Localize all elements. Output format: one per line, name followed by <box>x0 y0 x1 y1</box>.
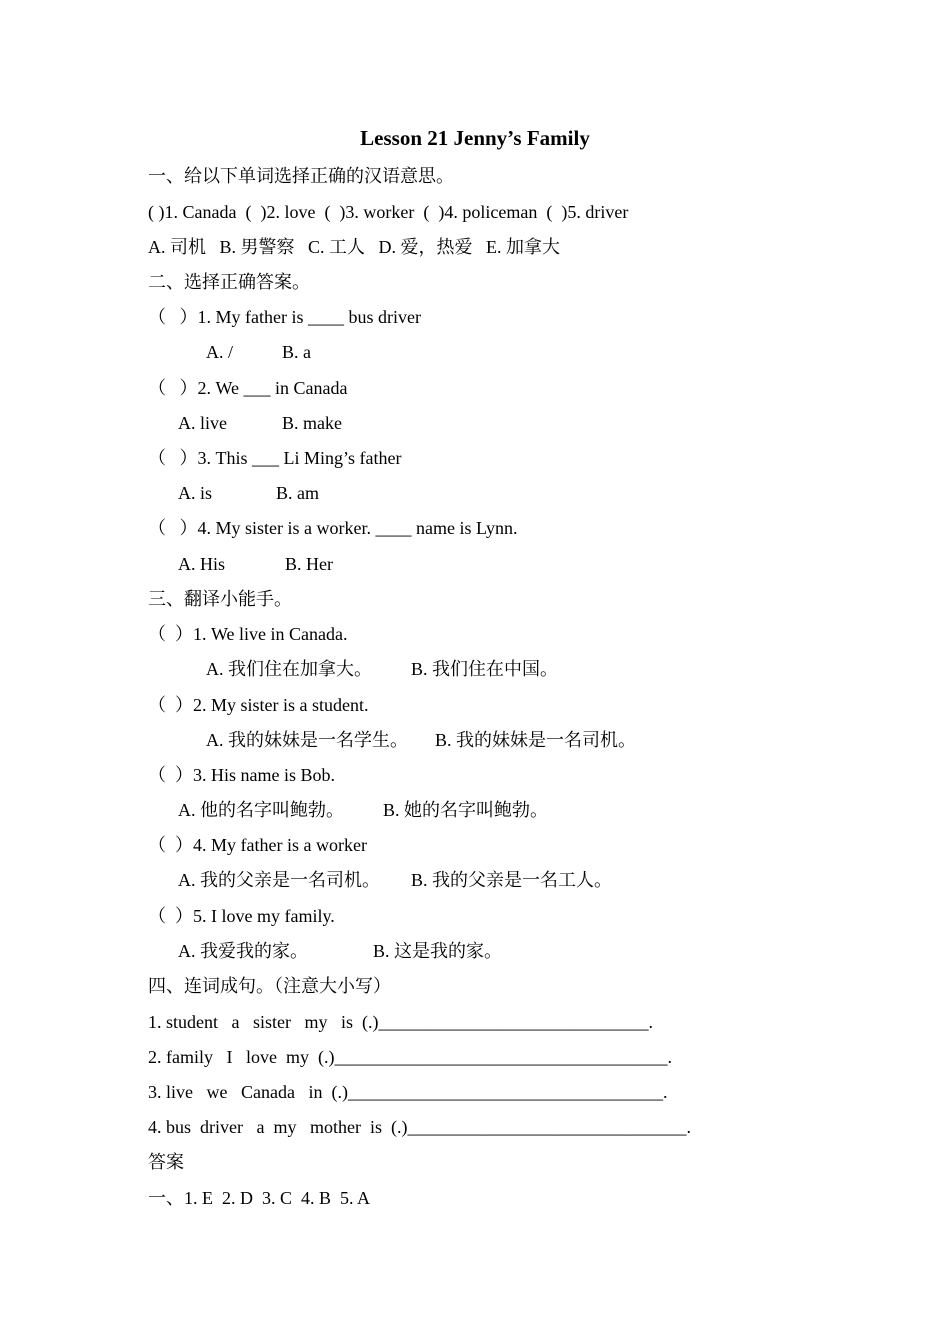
option-b: B. 这是我的家。 <box>373 941 503 961</box>
section4-item-2: 2. family I love my (.)_____________________________________. <box>148 1047 672 1067</box>
option-b: B. 我的父亲是一名工人。 <box>411 870 613 890</box>
section1-heading: 一、给以下单词选择正确的汉语意思。 <box>148 166 454 186</box>
answers-line-1: 一、1. E 2. D 3. C 4. B 5. A <box>148 1188 371 1208</box>
option-b: B. a <box>282 342 311 362</box>
section3-q1-options <box>206 658 558 680</box>
section3-question-2: （ ）2. My sister is a student. <box>148 695 369 715</box>
option-b: B. 我们住在中国。 <box>411 659 559 679</box>
section3-question-1: （ ）1. We live in Canada. <box>148 624 348 644</box>
option-a: A. 我爱我的家。 <box>178 941 308 961</box>
option-a: A. 我的妹妹是一名学生。 <box>206 730 408 750</box>
option-a: A. His <box>178 554 226 574</box>
section3-q4-options <box>178 869 612 891</box>
section3-q2-options <box>206 729 636 751</box>
section2-question-3: （ ）3. This ___ Li Ming’s father <box>148 448 402 468</box>
section2-q2-options <box>178 412 342 434</box>
option-b: B. 我的妹妹是一名司机。 <box>435 730 637 750</box>
section2-question-2: （ ）2. We ___ in Canada <box>148 378 348 398</box>
option-a: A. is <box>178 483 213 503</box>
option-b: B. make <box>282 413 342 433</box>
section2-q1-options <box>206 341 311 363</box>
section1-options: A. 司机 B. 男警察 C. 工人 D. 爱，热爱 E. 加拿大 <box>148 237 561 257</box>
section3-heading: 三、翻译小能手。 <box>148 589 292 609</box>
section2-question-1: （ ）1. My father is ____ bus driver <box>148 307 421 327</box>
section3-question-5: （ ）5. I love my family. <box>148 906 335 926</box>
section2-question-4: （ ）4. My sister is a worker. ____ name is Lynn. <box>148 518 518 538</box>
section2-q4-options <box>178 553 333 575</box>
option-b: B. am <box>276 483 319 503</box>
section1-words: ( )1. Canada ( )2. love ( )3. worker ( )4. policeman ( )5. driver <box>148 202 629 222</box>
option-a: A. 他的名字叫鲍勃。 <box>178 800 344 820</box>
section4-item-3: 3. live we Canada in (.)___________________________________. <box>148 1082 668 1102</box>
page-title: Lesson 21 Jenny’s Family <box>360 126 590 150</box>
option-b: B. 她的名字叫鲍勃。 <box>383 800 549 820</box>
section4-item-1: 1. student a sister my is (.)______________________________. <box>148 1012 653 1032</box>
option-b: B. Her <box>285 554 333 574</box>
answers-heading: 答案 <box>148 1152 184 1172</box>
option-a: A. live <box>178 413 227 433</box>
section3-q3-options <box>178 799 548 821</box>
section4-heading: 四、连词成句。（注意大小写） <box>148 976 391 996</box>
option-a: A. 我们住在加拿大。 <box>206 659 372 679</box>
section3-question-4: （ ）4. My father is a worker <box>148 835 367 855</box>
option-a: A. / <box>206 342 233 362</box>
section4-item-4: 4. bus driver a my mother is (.)_______________________________. <box>148 1117 691 1137</box>
section3-question-3: （ ）3. His name is Bob. <box>148 765 335 785</box>
option-a: A. 我的父亲是一名司机。 <box>178 870 380 890</box>
section3-q5-options <box>178 940 502 962</box>
section2-q3-options <box>178 482 319 504</box>
section2-heading: 二、选择正确答案。 <box>148 272 310 292</box>
